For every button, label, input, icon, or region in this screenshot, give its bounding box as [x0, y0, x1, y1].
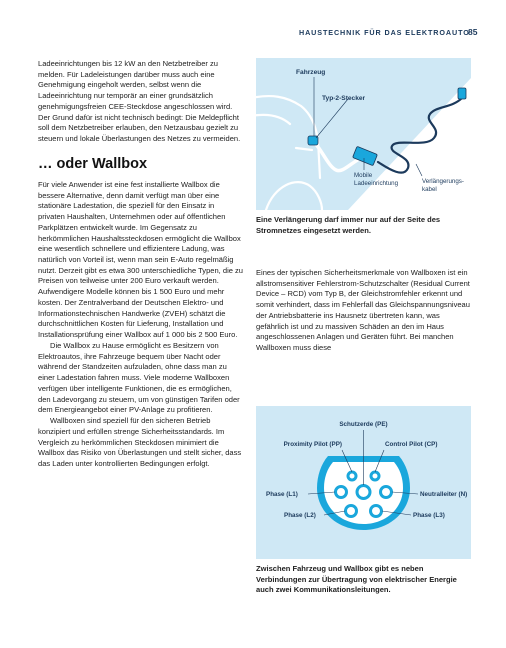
pin-n — [381, 487, 392, 498]
right-column-text — [256, 268, 471, 354]
wall-socket-plug-icon — [458, 88, 466, 99]
figure-extension-cable — [256, 58, 471, 236]
section-heading: … oder Wallbox — [38, 155, 148, 172]
pin-cp — [371, 472, 379, 480]
running-header-title: HAUSTECHNIK FÜR DAS ELEKTROAUTO — [299, 28, 470, 37]
label-vehicle: Fahrzeug — [296, 69, 326, 76]
label-control-pilot: Control Pilot (CP) — [385, 441, 438, 448]
label-extension-cable-line1: Verlängerungs- — [422, 178, 464, 185]
figure-2-caption: Zwischen Fahrzeug und Wallbox gibt es neben Verbindungen zur Übertragung von elektrischer Energie auch zwei Kommunikationsleitungen. — [256, 564, 457, 595]
figure-type2-connector — [256, 406, 471, 596]
pin-l1 — [336, 487, 347, 498]
extension-cable-illustration — [256, 58, 471, 210]
label-type2-plug: Typ-2-Stecker — [322, 95, 366, 102]
pin-l3 — [371, 506, 382, 517]
paragraph-wallbox-alternative: Für viele Anwender ist eine fest installierte Wallbox die bessere Alternative, denn damit verfügt man über eine stationäre Ladestation, die speziell für den Einsatz in privaten Haushalten, Unternehmen oder auf öffentlichen Parkplätzen entwickelt wurde. Im Gegensatz zu herkömmlichen Haushaltssteckdosen ermöglicht die Wallbox eine wesentlich schnellere und effizientere Ladung, was natürlich von Vorteil ist, wenn man sein E-Auto regelmäßig nutzt. Derzeit gibt es etwa 300 unterschiedliche Typen, die zu Preisen von teilweise unter 200 Euro verkauft werden. Aufwendigere Modelle können bis 1 500 Euro und mehr kosten. Der Zentralverband der Deutschen Elektro- und Informationstechnischen Handwerke (ZVEH) schätzt die durchschnittlichen Kosten für Lieferung, Installation und Installationsprüfung einer Wallbox auf 1 000 bis 2 500 Euro. — [38, 179, 244, 340]
page-number: 85 — [468, 27, 478, 37]
label-extension-cable-line2: kabel — [422, 186, 437, 193]
pin-pp — [348, 472, 356, 480]
intro-paragraph: Ladeeinrichtungen bis 12 kW an den Netzbetreiber zu melden. Für Ladeleistungen darüber muss auch eine Genehmigung eingeholt werden, selbst wenn die Ladeeinrichtung nur temporär an einer grundsätzlich genehmigungsfreien CEE-Steckdose angeschlossen wird. Der Grund dafür ist nicht technisch bedingt: Die Meldepflicht soll dem Netzbetreiber erlauben, den Netzausbau gezielt zu steuern und lokale Überlastungen des Netzes zu vermeiden. — [38, 59, 241, 144]
label-protective-earth: Schutzerde (PE) — [339, 421, 388, 428]
ground-area — [348, 78, 471, 210]
paragraph-wallbox-safety: Wallboxen sind speziell für den sicheren Betrieb konzipiert und erfüllen strenge Sicherheitsstandards. Im Vergleich zu herkömmlichen Steckdosen minimiert die Wallbox das Risiko von Überlastungen und stellt sicher, dass das Laden unter kontrollierten Bedingungen erfolgt. — [38, 416, 242, 468]
extension-cable-diagram — [256, 58, 471, 210]
type2-pinout-illustration — [256, 406, 471, 559]
label-phase-l3: Phase (L3) — [413, 512, 445, 519]
pin-pe — [357, 486, 370, 499]
paragraph-wallbox-home: Die Wallbox zu Hause ermöglicht es Besitzern von Elektroautos, ihre Fahrzeuge bequem über Nacht oder während der Standzeiten aufzuladen, ohne dass man zu einer Ladestation fahren muss. Viele moderne Wallboxen verfügen über intelligente Funktionen, die es ermöglichen, den Ladevorgang zu steuern, um von günstigen Tarifen oder dem Energieangebot einer PV-Anlage zu profitieren. — [38, 340, 240, 415]
label-mobile-charger-line1: Mobile — [354, 172, 373, 179]
label-phase-l2: Phase (L2) — [284, 512, 316, 519]
connector-pinout-diagram — [256, 406, 471, 559]
figure-1-caption: Eine Verlängerung darf immer nur auf der Seite des Stromnetzes eingesetzt werden. — [256, 215, 441, 235]
left-column — [38, 59, 243, 470]
paragraph-rcd: Eines der typischen Sicherheitsmerkmale von Wallboxen ist ein allstromsensitiver Fehlerstrom-Schutzschalter (Residual Current Device – RCD) vom Typ B, der Gleichstromfehler erkennt und somit verhindert, dass im Fehlerfall das Gleichspannungsniveau der Antriebsbatterie ins Hausnetz übertreten kann, was gefährlich ist und zu massiven Schäden an den im Haus angeschlossenen Anlagen und Geräten führt. Bei manchen Wallboxen muss diese — [256, 268, 470, 353]
label-mobile-charger-line2: Ladeeinrichtung — [354, 180, 399, 187]
label-proximity-pilot: Proximity Pilot (PP) — [283, 441, 342, 448]
label-phase-l1: Phase (L1) — [266, 491, 298, 498]
car-silhouette — [256, 96, 322, 210]
pin-l2 — [346, 506, 357, 517]
label-neutral: Neutralleiter (N) — [420, 491, 468, 498]
